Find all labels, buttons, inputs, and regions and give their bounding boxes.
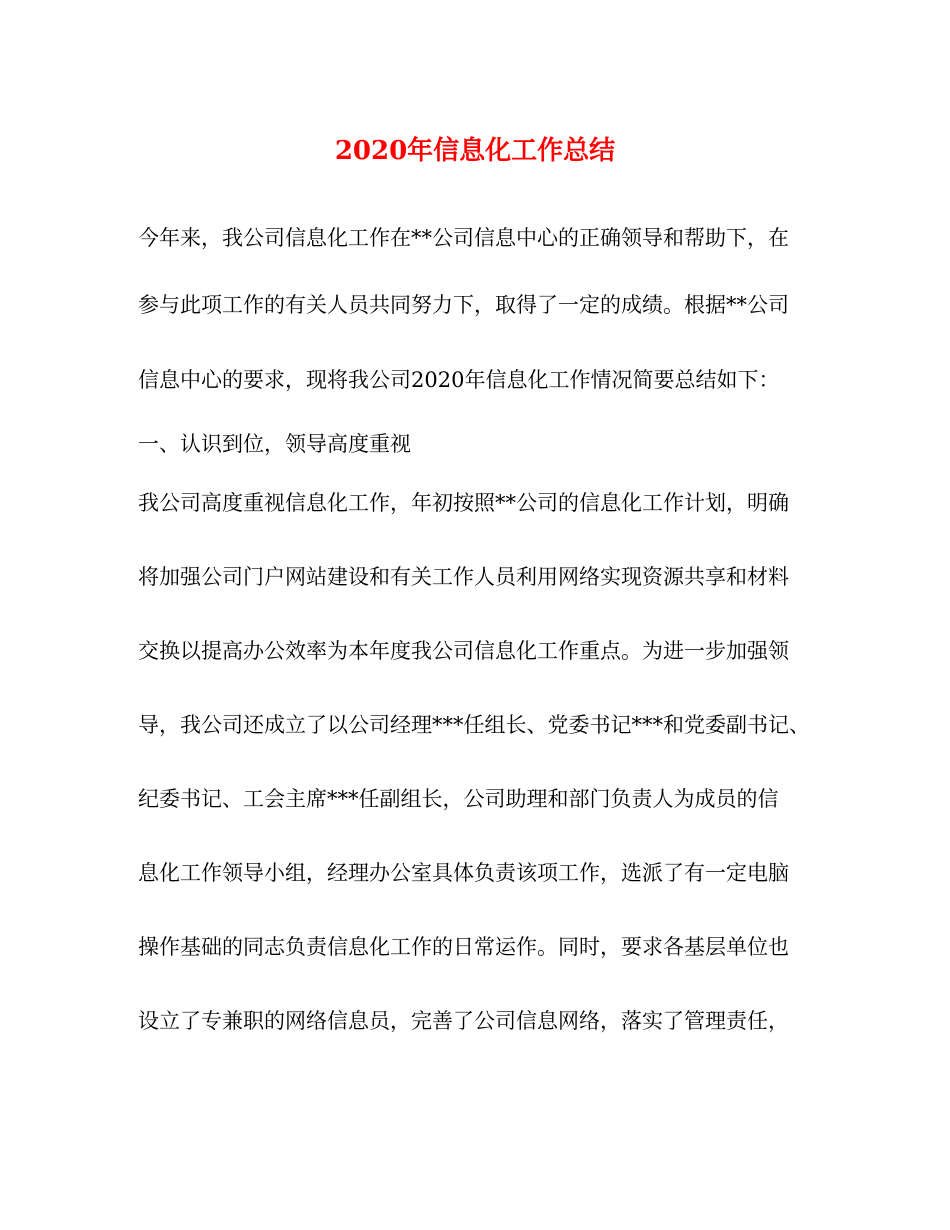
paragraph-line: 纪委书记、工会主席***任副组长，公司助理和部门负责人为成员的信 (138, 787, 779, 811)
document-title: 2020年信息化工作总结 (334, 136, 616, 166)
paragraph-line: 信息中心的要求，现将我公司2020年信息化工作情况简要总结如下： (138, 368, 780, 392)
paragraph-line: 参与此项工作的有关人员共同努力下，取得了一定的成绩。根据**公司 (138, 293, 789, 317)
paragraph-line: 导，我公司还成立了以公司经理***任组长、党委书记***和党委副书记、 (138, 713, 810, 737)
paragraph-line: 交换以提高办公效率为本年度我公司信息化工作重点。为进一步加强领 (138, 639, 789, 663)
paragraph-line: 将加强公司门户网站建设和有关工作人员利用网络实现资源共享和材料 (138, 565, 789, 589)
paragraph-line: 操作基础的同志负责信息化工作的日常运作。同时，要求各基层单位也 (138, 935, 789, 959)
paragraph-line: 设立了专兼职的网络信息员，完善了公司信息网络，落实了管理责任， (138, 1009, 789, 1033)
paragraph-line: 息化工作领导小组，经理办公室具体负责该项工作，选派了有一定电脑 (138, 861, 789, 885)
paragraph-line: 我公司高度重视信息化工作，年初按照**公司的信息化工作计划，明确 (138, 491, 789, 515)
paragraph-line: 今年来，我公司信息化工作在**公司信息中心的正确领导和帮助下，在 (138, 226, 789, 250)
section-heading: 一、认识到位，领导高度重视 (138, 432, 411, 456)
